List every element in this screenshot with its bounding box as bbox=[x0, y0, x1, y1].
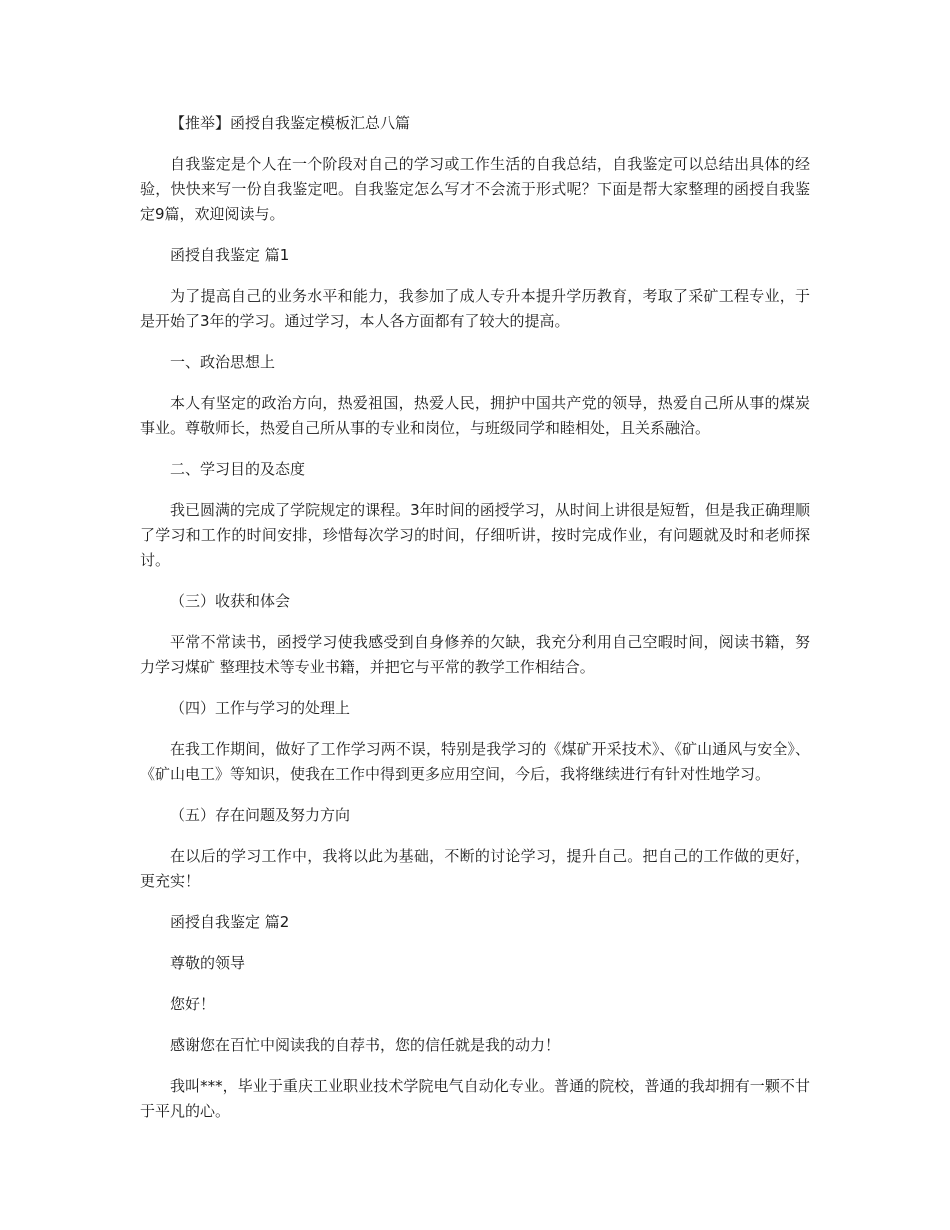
subsection-heading: 二、学习目的及态度 bbox=[170, 460, 306, 478]
paragraph: 我叫***，毕业于重庆工业职业技术学院电气自动化专业。普通的院校，普通的我却拥有一颗不甘于平凡的心。 bbox=[140, 1077, 810, 1120]
paragraph: 在以后的学习工作中，我将以此为基础，不断的讨论学习，提升自己。把自己的工作做的更好，更充实！ bbox=[140, 847, 810, 890]
subsection-heading: （三）收获和体会 bbox=[170, 592, 291, 610]
salutation: 尊敬的领导 bbox=[170, 954, 246, 972]
paragraph: 在我工作期间，做好了工作学习两不误，特别是我学习的《煤矿开采技术》、《矿山通风与安全》、《矿山电工》等知识，使我在工作中得到更多应用空间，今后，我将继续进行有针对性地学习。 bbox=[140, 740, 810, 783]
paragraph: 感谢您在百忙中阅读我的自荐书，您的信任就是我的动力！ bbox=[170, 1036, 561, 1054]
document-body bbox=[140, 111, 810, 1140]
paragraph: 平常不常读书，函授学习使我感受到自身修养的欠缺，我充分利用自己空暇时间，阅读书籍，努力学习煤矿 整理技术等专业书籍，并把它与平常的教学工作相结合。 bbox=[140, 633, 810, 676]
intro-paragraph: 自我鉴定是个人在一个阶段对自己的学习或工作生活的自我总结，自我鉴定可以总结出具体的经验，快快来写一份自我鉴定吧。自我鉴定怎么写才不会流于形式呢？下面是帮大家整理的函授自我鉴定9篇，欢迎阅读与。 bbox=[140, 155, 810, 223]
subsection-heading: （五）存在问题及努力方向 bbox=[170, 806, 351, 824]
section-heading-part-2: 函授自我鉴定 篇2 bbox=[170, 913, 290, 931]
paragraph: 本人有坚定的政治方向，热爱祖国，热爱人民，拥护中国共产党的领导，热爱自己所从事的煤炭事业。尊敬师长，热爱自己所从事的专业和岗位，与班级同学和睦相处，且关系融洽。 bbox=[140, 394, 810, 437]
section-heading-part-1: 函授自我鉴定 篇1 bbox=[170, 246, 290, 264]
paragraph: 为了提高自己的业务水平和能力，我参加了成人专升本提升学历教育，考取了采矿工程专业，于是开始了3年的学习。通过学习，本人各方面都有了较大的提高。 bbox=[140, 287, 810, 330]
greeting: 您好！ bbox=[170, 995, 216, 1013]
paragraph: 我已圆满的完成了学院规定的课程。3年时间的函授学习，从时间上讲很是短暂，但是我正确理顺了学习和工作的时间安排，珍惜每次学习的时间，仔细听讲，按时完成作业，有问题就及时和老师探讨。 bbox=[140, 501, 810, 569]
document-title: 【推举】函授自我鉴定模板汇总八篇 bbox=[170, 114, 411, 132]
subsection-heading: （四）工作与学习的处理上 bbox=[170, 699, 351, 717]
subsection-heading: 一、政治思想上 bbox=[170, 353, 276, 371]
